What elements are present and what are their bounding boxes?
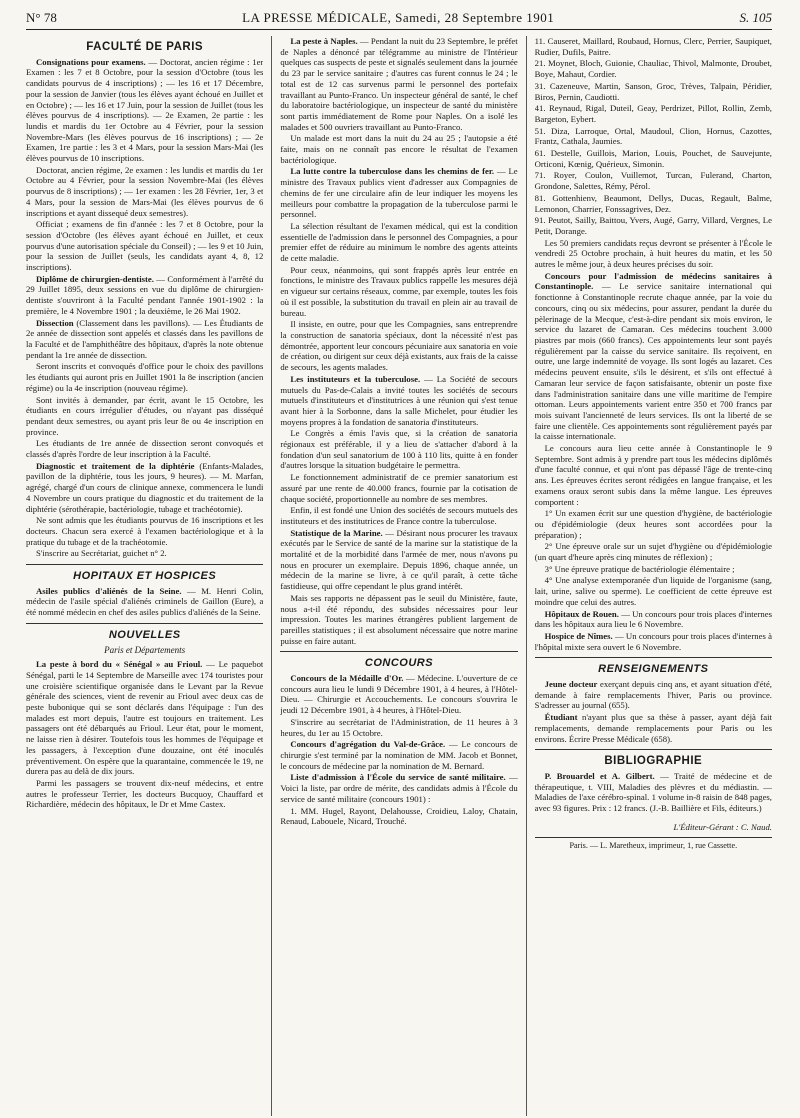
paragraph-lead: Étudiant bbox=[544, 712, 578, 723]
paragraph: Le Congrès a émis l'avis que, si la création de sanatoria régionaux est préférable, il y a lieu de s'attacher d'abord à la fondation d'un seul sanatorium de 100 à 110 lits, quitte à en fonder d'autres lorsque la situation budgétaire le permettra. bbox=[280, 428, 518, 471]
column-separator bbox=[526, 36, 527, 1116]
column-3 bbox=[535, 36, 772, 1116]
section-title-nouvelles: NOUVELLES bbox=[108, 628, 181, 641]
paragraph-body: (Enfants-Malades, pavillon de la diphtérie, tous les jours, 9 heures). — M. Marfan, agrégé, chargé d'un cours de clinique annexe, commencera le lundi 4 Novembre un cours pratique du diagnostic et du traitement de la diphtérie (sérothérapie, bactériologie, tubage et trachéotomie). bbox=[26, 460, 264, 514]
paragraph-body: — M. Henri Colin, médecin de l'asile spécial d'aliénés criminels de Gaillon (Eure), a été nommé médecin en chef des asiles publics d'aliénés de la Seine. bbox=[26, 585, 264, 618]
section-rule bbox=[26, 564, 263, 565]
paragraph-body: (Classement dans les pavillons). — Les Étudiants de 2e année de dissection sont appelés et classés dans les pavillons de la Faculté et de l'amphithéâtre des hôpitaux, d'après la note obtenue pendant la 1re année de dissection. bbox=[26, 317, 264, 360]
paragraph: S'inscrire au Secrétariat, guichet n° 2. bbox=[36, 548, 167, 559]
paragraph bbox=[280, 374, 517, 428]
paragraph bbox=[280, 166, 517, 220]
section-title-hopitaux: HOPITAUX ET HOSPICES bbox=[73, 570, 217, 583]
paragraph bbox=[280, 673, 517, 716]
list-item: 31. Cazeneuve, Martin, Sanson, Groc, Trèves, Talpain, Péridier, Biros, Pernin, Caudiotti. bbox=[534, 80, 772, 102]
paragraph: Les 50 premiers candidats reçus devront se présenter à l'École le vendredi 25 Octobre prochain, à huit heures du matin, et les 50 autres le même jour, à deux heures précises du soir. bbox=[534, 237, 772, 270]
column-2 bbox=[280, 36, 517, 1116]
editor-line: L'Éditeur-Gérant : C. Naud. bbox=[673, 821, 772, 832]
section-title-concours: CONCOURS bbox=[364, 657, 434, 670]
paragraph bbox=[535, 679, 772, 711]
running-header bbox=[26, 10, 772, 26]
list-item: 61. Destelle, Guillois, Marion, Louis, Pouchet, de Sauvejunte, Orticoni, Kœnig, Quérieux, Simonin. bbox=[534, 148, 772, 169]
list-item: 51. Diza, Larroque, Ortal, Maudoul, Clion, Hornus, Cazottes, Frantz, Cathala, Jaumies. bbox=[534, 125, 772, 147]
paragraph-lead: Diagnostic et traitement de la diphtérie bbox=[36, 460, 195, 471]
paragraph-body: n'ayant plus que sa thèse à passer, ayant déjà fait remplacements, demande remplacements pour Paris ou les environs. Écrire Presse Médicale (658). bbox=[534, 712, 772, 744]
paragraph bbox=[535, 609, 772, 630]
paragraph bbox=[535, 712, 772, 744]
section-rule bbox=[26, 623, 263, 624]
paragraph: 4° Une analyse extemporanée d'un liquide de l'organisme (sang, lait, urine, salive ou sperme). Le coefficient de cette épreuve est moindre que celui des autres. bbox=[534, 575, 772, 607]
paragraph bbox=[280, 772, 517, 804]
column-separator bbox=[271, 36, 272, 1116]
paragraph-lead: Hospice de Nîmes. bbox=[544, 630, 613, 641]
paragraph bbox=[26, 461, 263, 515]
paragraph-body: — Un concours pour trois places d'internes dans les hôpitaux aura lieu le 6 Novembre. bbox=[534, 608, 772, 630]
columns bbox=[26, 36, 772, 1116]
list-item: 81. Gottenhienv, Beaumont, Dellys, Ducas, Regault, Balme, Lemonon, Charrier, Fonssagrives, Dez. bbox=[534, 192, 772, 214]
paragraph: 1° Un examen écrit sur une question d'hygiène, de bactériologie ou d'épidémiologie (deux heures sont accordées pour la préparation) ; bbox=[534, 508, 772, 540]
paragraph: La sélection résultant de l'examen médical, qui est la condition essentielle de l'admission dans le personnel des Compagnies, a pour premier effet de réduire au minimum le nombre des agents atteints de cette maladie. bbox=[280, 220, 518, 264]
paragraph bbox=[26, 318, 263, 361]
paragraph-lead: Consignations pour examens. bbox=[36, 56, 146, 67]
paragraph-body: — Le ministre des Travaux publics vient d'adresser aux Compagnies de chemins de fer une circulaire afin de leur indiquer les moyens les meilleurs pour combattre la propagation de la tuberculose parmi le personnel. bbox=[280, 166, 518, 220]
paragraph-lead: Diplôme de chirurgien-dentiste. bbox=[36, 273, 154, 284]
section-title-renseignements: RENSEIGNEMENTS bbox=[598, 663, 709, 676]
paragraph: 2° Une épreuve orale sur un sujet d'hygiène ou d'épidémiologie (un quart d'heure après cinq minutes de réflexion) ; bbox=[534, 541, 772, 563]
section-title-bibliographie: BIBLIOGRAPHIE bbox=[604, 755, 703, 768]
paragraph-lead: Dissection bbox=[36, 317, 74, 328]
paragraph-body: exerçant depuis cinq ans, et ayant situation d'été, demande à faire remplacements l'hiver, Paris ou province. S'adresser au journal (655). bbox=[534, 679, 772, 711]
paragraph-body: — Le paquebot Sénégal, parti le 14 Septembre de Marseille avec 174 touristes pour une croisière scientifique organisée dans le Levant par la Revue générale des sciences, vient de revenir au Frioul avec deux cas de peste bubonique qui se sont déclarés dans l'équipage : l'un des malades est mort depuis, l'autre est toujours en traitement. Les passagers ont été débarqués au Frioul. Leur état, pour le moment, ne laisse rien à désirer. Toutefois tous les hommes de l'équipage et les passagers, à l'exception d'une douzaine, ont été inoculés préventivement. On espère que la quarantaine, commencée le 19, ne durera pas au delà de dix jours. bbox=[26, 659, 264, 777]
paragraph bbox=[26, 586, 263, 618]
paragraph-body: — Doctorat, ancien régime : 1er Examen : les 7 et 8 Octobre, pour la session d'Octobre (tous les candidats pourvus de 4 inscriptions) ; — les 16 et 17 Décembre, pour la session de Janvier (tous les élèves ayant échoué en Juillet et en Octobre) ; — les 16 et 17 Juin, pour la session de Juillet (tous les élèves pourvus de 4 inscriptions). — 2e Examen, 2e partie : les lundis et mardis du 1er Octobre au 4 Février, pour la session Novembre-Mars (les élèves pourvus de 16 inscriptions) ; — 2e Examen, 1re partie : les 3 et 4 Mars, pour la session Mars-Mai (les élèves pourvus de 10 inscriptions. bbox=[26, 56, 264, 164]
paragraph-lead: Les instituteurs et la tuberculose. bbox=[290, 373, 421, 384]
paragraph: Le concours aura lieu cette année à Constantinople le 9 Septembre. Sont admis à y prendre part tous les médecins diplômés d'une faculté connue, et qui n'ont pas dépassé l'âge de trente-cinq ans. Les épreuves écrites seront rédigées en langue française, et les examens oraux seront subis dans la même langue. Les épreuves comportent : bbox=[534, 443, 772, 507]
paragraph: Seront inscrits et convoqués d'office pour le choix des pavillons les étudiants qui auront pris en Juillet 1901 la 8e inscription (ancien régime) ou la 4e inscription (nouveau régime). bbox=[26, 361, 264, 393]
paragraph-lead: Jeune docteur bbox=[544, 679, 598, 690]
journal-title: LA PRESSE MÉDICALE, Samedi, 28 Septembre 1901 bbox=[242, 10, 555, 25]
subsection-title: Paris et Départements bbox=[104, 644, 186, 655]
paragraph: Doctorat, ancien régime, 2e examen : les lundis et mardis du 1er Octobre au 4 Février, pour la session Novembre-Mai (les élèves pourvus de 8 inscriptions) ; — 1er examen : les 28 Février, 1er, 3 et 4 Mars, pour la session de Mars-Mai (les élèves pourvus de 6 inscriptions et ayant dissequé deux semestres). bbox=[26, 164, 264, 218]
paragraph: Parmi les passagers se trouvent dix-neuf médecins, et entre autres le professeur Terrier, les docteurs Bucquoy, Chauffard et Richardière, médecin des hôpitaux, le Dr et Mme Castex. bbox=[26, 778, 264, 810]
paragraph bbox=[280, 36, 517, 132]
list-item: 41. Reynaud, Rigal, Duteil, Geay, Perdrizet, Pillot, Rollin, Zemb, Bargeton, Eybert. bbox=[534, 103, 772, 124]
paragraph: Officiat ; examens de fin d'année : les 7 et 8 Octobre, pour la session d'Octobre (les élèves ayant échoué en Juillet, et ceux pourvus d'une autorisation spéciale du Conseil) ; — les 9 et 10 Juin, pour la session de Juillet (seuls, les candidats ayant 4, 8, 12 inscriptions). bbox=[26, 219, 264, 273]
paragraph bbox=[26, 274, 263, 317]
paragraph: Pour ceux, néanmoins, qui sont frappés après leur entrée en fonctions, le ministre des Travaux publics rappelle les mesures déjà en vigueur sur certains réseaux, comme, par exemple, toutes les fois où il est possible, la substitution du travail en plein air au travail de bureau. bbox=[280, 264, 518, 318]
paragraph-body: — Voici la liste, par ordre de mérite, des candidats admis à l'École du service de santé militaire (concours 1901) : bbox=[280, 772, 518, 804]
paragraph: 1. MM. Hugel, Rayont, Delahousse, Croidieu, Laloy, Chatain, Renaud, Labouele, Nicard, Trouché. bbox=[280, 805, 518, 827]
paragraph: Ne sont admis que les étudiants pourvus de 16 inscriptions et les docteurs. Chacun sera exercé à l'examen bactériologique et à la pratique du tubage et de la trachéotomie. bbox=[26, 515, 264, 547]
paragraph: Un malade est mort dans la nuit du 24 au 25 ; l'autopsie a été faite, mais on ne connaît pas encore le résultat de l'examen bactériologique. bbox=[280, 133, 518, 165]
paragraph bbox=[280, 528, 517, 592]
section-rule bbox=[535, 657, 772, 658]
admission-list bbox=[535, 36, 772, 237]
paragraph: Il insiste, en outre, pour que les Compagnies, sans entreprendre la construction de sanatoria spéciaux, dont la nécessité n'est pas démontrée, apportent leur concours pécuniaire aux sanatoria en voie de création, ou dirigent sur ceux déjà existants, aux frais de la caisse de secours, les agents malades. bbox=[280, 319, 518, 373]
paragraph-lead: La peste à Naples. bbox=[290, 36, 358, 46]
paragraph bbox=[535, 271, 772, 442]
header-rule bbox=[26, 29, 772, 30]
paragraph-lead: Concours pour l'admission de médecins sanitaires à Constantinople. bbox=[534, 270, 772, 292]
paragraph: Le fonctionnement administratif de ce premier sanatorium est assuré par une rente de 40.000 francs, fournie par la cotisation de chaque société, proportionnelle au nombre de ses membres. bbox=[280, 472, 518, 504]
list-item: 91. Peutot, Sailly, Baittou, Yvers, Augé, Garry, Villard, Vergnes, Le Petit, Dorange. bbox=[534, 215, 772, 236]
paragraph bbox=[26, 659, 263, 777]
paragraph-lead: Statistique de la Marine. bbox=[290, 527, 383, 538]
paragraph: Enfin, il est fondé une Union des sociétés de secours mutuels des instituteurs et des institutrices de France contre la tuberculose. bbox=[280, 505, 518, 526]
paragraph: Sont invités à demander, par écrit, avant le 15 Octobre, les étudiants en cours irrégulier d'études, ou n'ayant pas disséqué pendant deux semestres, ou ayant pris leur 8e ou 4e inscription en province. bbox=[26, 394, 264, 437]
paragraph-lead: P. Brouardel et A. Gilbert. bbox=[544, 771, 655, 781]
paragraph: S'inscrire au secrétariat de l'Administration, de 11 heures à 3 heures, du 1er au 15 Octobre. bbox=[280, 716, 518, 738]
printer-line: Paris. — L. Maretheux, imprimeur, 1, rue Cassette. bbox=[535, 837, 772, 852]
paragraph-body: — Le service sanitaire international qui fonctionne à Constantinople recrute chaque année, par la voie du concours, cinq ou six médecins, pour assurer, pendant la durée du pèlerinage de la Mecque, c'est-à-dire pendant six mois environ, le service du lazaret de Camaran. Ces médecins touchent 3.000 piastres par mois (660 francs). Ces appointements leur sont payés régulièrement par la caisse du service sanitaire. Ils reçoivent, en outre, une large indemnité de voyage. Ils sont logés au lazaret. Ces médecins peuvent ensuite, s'ils le désirent, et s'ils ont effectué à Camaran leur service de façon satisfaisante, obtenir un poste fixe dans l'administration sanitaire dans une ville maritime de l'empire ottoman. Leurs appointements varient entre 350 et 700 francs par mois suivant l'ancienneté de leurs services. Ils ont la liberté de se faire une clientèle. Ces appointements sont régulièrement payés par la caisse internationale. bbox=[534, 281, 772, 442]
paragraph-body: — Le concours de chirurgie s'est terminé par la nomination de MM. Jacob et Bonnet, le concours de médecine par la nomination de M. Bernard. bbox=[280, 739, 518, 771]
list-item: 21. Moynet, Bloch, Guionie, Chauliac, Thivol, Malmonte, Droubet, Boye, Mahaut, Cordier. bbox=[534, 58, 772, 80]
paragraph-lead: Liste d'admission à l'École du service de santé militaire. bbox=[290, 772, 506, 783]
page-number: S. 105 bbox=[739, 10, 772, 25]
paragraph-body: — Traité de médecine et de thérapeutique, t. VIII, Maladies des plèvres et du médiastin. — Maladies de l'axe cérébro-spinal. 1 volume in-8 raisin de 848 pages, avec 93 figures. Prix : 12 francs. (J.-B. Baillière et Fils, éditeurs.) bbox=[534, 771, 772, 814]
section-rule bbox=[535, 749, 772, 750]
paragraph bbox=[280, 739, 517, 771]
paragraph-lead: Concours de la Médaille d'Or. bbox=[290, 673, 404, 684]
section-title-faculte: FACULTÉ DE PARIS bbox=[86, 41, 204, 53]
paragraph: Mais ses rapports ne dépassent pas le seuil du Ministère, faute, nous a-t-il été répondu, des subsides nécessaires pour leur impression. Toutes les marines étrangères publient largement de pareilles statistiques ; il est absolument nécessaire que notre marine puisse en faire autant. bbox=[280, 592, 518, 646]
paragraph-body: — Médecine. L'ouverture de ce concours aura lieu le lundi 9 Décembre 1901, à 4 heures, à l'Hôtel-Dieu. — Chirurgie et Accouchements. Le concours s'ouvrira le jeudi 12 Décembre 1901, à 4 heures, à l'Hôtel-Dieu. bbox=[280, 673, 518, 716]
paragraph: 3° Une épreuve pratique de bactériologie élémentaire ; bbox=[544, 563, 735, 574]
list-item: 11. Causeret, Maillard, Roubaud, Hornus, Clerc, Perrier, Saupiquet, Rudier, Dufils, Paitre. bbox=[534, 36, 772, 57]
paragraph bbox=[26, 57, 263, 164]
paragraph-body: — Désirant nous procurer les travaux exécutés par le Service de santé de la marine sur la statistique de la mortalité et de la morbidité dans l'armée de mer, nous n'avons pu nous en procurer un exemplaire. Depuis 1896, chaque année, un médecin de la marine se livre, à ce qu'il paraît, à cette tâche fastidieuse, qui offre cependant le plus grand intérêt. bbox=[280, 527, 518, 592]
paragraph-body: — Un concours pour trois places d'internes à l'hôpital mixte sera ouvert le 6 Novembre. bbox=[534, 630, 772, 652]
paragraph-lead: La lutte contre la tuberculose dans les chemins de fer. bbox=[290, 166, 495, 177]
paragraph: Les étudiants de 1re année de dissection seront convoqués et classés d'après l'ordre de leur inscription à la Faculté. bbox=[26, 438, 264, 460]
paragraph bbox=[535, 631, 772, 652]
paragraph-body: — La Société de secours mutuels du Pas-de-Calais a invité toutes les sociétés de secours mutuels d'instituteurs et d'institutrices à une réunion qui s'est tenue avant hier à la Sorbonne, dans la salle Michelet, pour étudier les moyens propres à la fondation de sanatoria d'instituteurs. bbox=[280, 373, 518, 427]
paragraph-lead: La peste à bord du « Sénégal » au Frioul. bbox=[36, 659, 203, 670]
section-rule bbox=[280, 651, 517, 652]
issue-number: N° 78 bbox=[26, 10, 57, 25]
paragraph-lead: Hôpitaux de Rouen. bbox=[544, 608, 619, 619]
paragraph-body: — Pendant la nuit du 23 Septembre, le préfet de Naples a dénoncé par télégramme au ministre de l'Intérieur quelques cas suspects de peste et signalés seulement dans la journée du 23 par le service sanitaire ; d'autres cas furent connus le 24 ; le total est de 12 cas survenus parmi le personnel des portefaix travaillant au Punto-Franco. Un inspecteur général de santé, le chef du laboratoire bactériologique, un inspecteur de santé du ministère sont partis immédiatement de Rome pour Naples. On a isolé les malades et 500 ouvriers travaillant au Punto-Franco. bbox=[280, 36, 518, 132]
list-item: 71. Royer, Coulon, Vuillemot, Turcan, Fulerand, Charton, Grondone, Salettes, Rémy, Pérol. bbox=[534, 170, 772, 192]
paragraph-lead: Asiles publics d'aliénés de la Seine. bbox=[36, 585, 182, 596]
paragraph-body: — Conformément à l'arrêté du 29 Juillet 1895, deux sessions en vue du diplôme de chirurgien-dentiste s'ouvriront à la Faculté pendant l'année 1901-1902 : la première, le 4 Novembre 1901 ; la deuxième, le 26 Mai 1902. bbox=[26, 273, 264, 316]
paragraph bbox=[535, 771, 772, 814]
column-1 bbox=[26, 36, 263, 1116]
paragraph-lead: Concours d'agrégation du Val-de-Grâce. bbox=[290, 739, 446, 750]
